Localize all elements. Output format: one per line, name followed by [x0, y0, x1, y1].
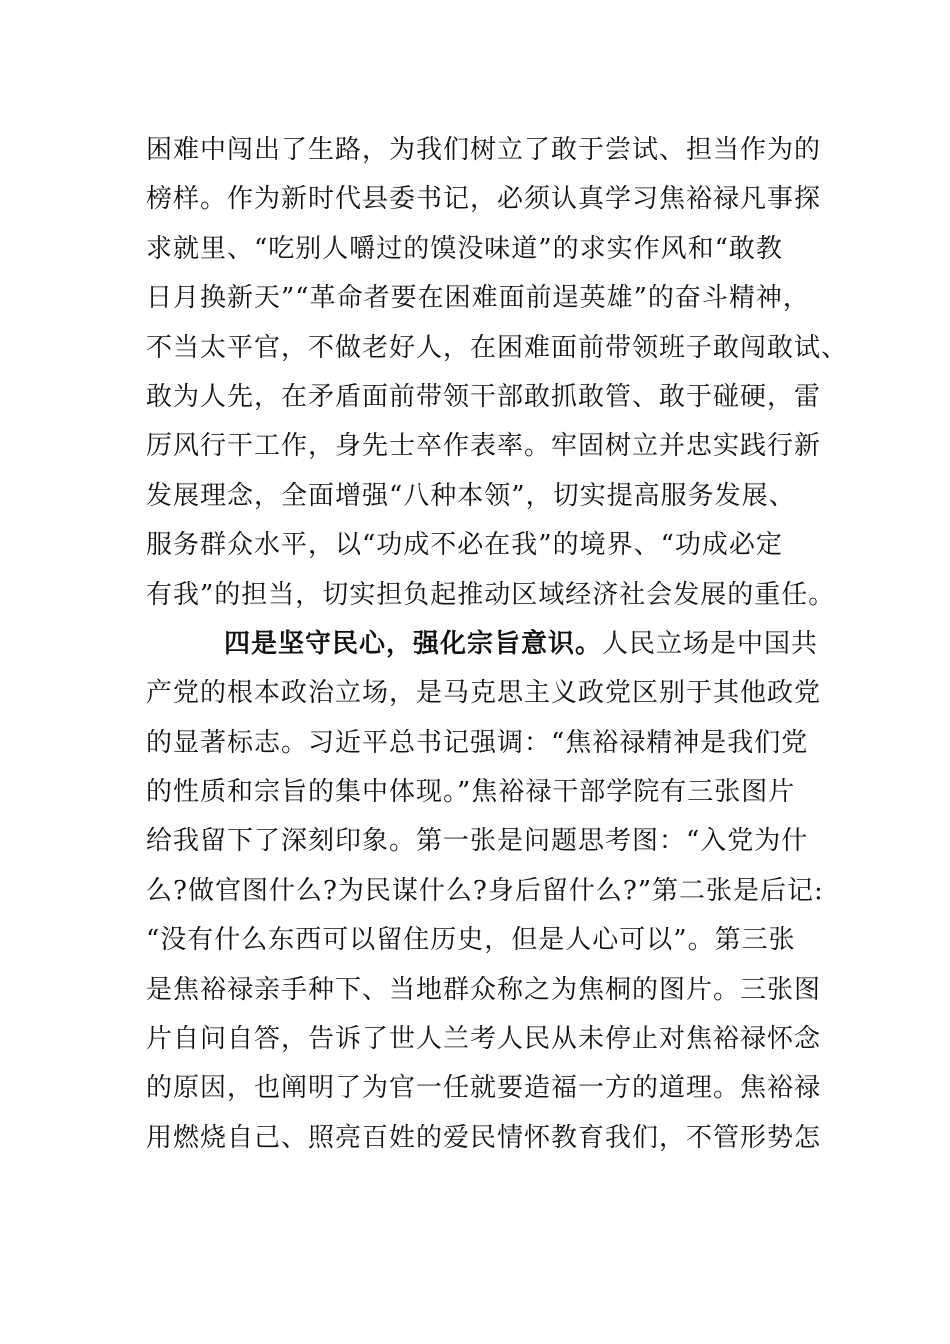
paragraph-2	[146, 620, 824, 1163]
text-line: 求就里、“吃别人嚼过的馍没味道”的求实作风和“敢教	[146, 233, 783, 264]
document-body	[146, 126, 849, 1163]
text-line: “没有什么东西可以留住历史，但是人心可以”。第三张	[146, 925, 796, 956]
text-line: 厉风行干工作，身先士卒作表率。牢固树立并忠实践行新	[146, 431, 822, 462]
text-line: 产党的根本政治立场，是马克思主义政党区别于其他政党	[146, 678, 822, 709]
section-heading: 四是坚守民心，强化宗旨意识。	[224, 628, 603, 659]
text-line: 片自问自答，告诉了世人兰考人民从未停止对焦裕禄怀念	[146, 1024, 822, 1055]
text-line: 服务群众水平，以“功成不必在我”的境界、“功成必定	[146, 530, 783, 561]
text-line: 敢为人先，在矛盾面前带领干部敢抓敢管、敢于碰硬，雷	[146, 381, 822, 412]
text-line: 不当太平官，不做老好人，在困难面前带领班子敢闯敢试、	[146, 332, 849, 363]
text-line: 么?做官图什么?为民谋什么?身后留什么?”第二张是后记:	[146, 875, 824, 906]
text-line: 的原因，也阐明了为官一任就要造福一方的道理。焦裕禄	[146, 1073, 822, 1104]
text-line: 发展理念，全面增强“八种本领”，切实提高服务发展、	[146, 480, 796, 511]
text-line: 有我”的担当，切实担负起推动区域经济社会发展的重任。	[146, 579, 836, 610]
text-line: 给我留下了深刻印象。第一张是问题思考图：“入党为什	[146, 826, 809, 857]
text-line: 用燃烧自己、照亮百姓的爱民情怀教育我们，不管形势怎	[146, 1122, 822, 1153]
text-line: 的显著标志。习近平总书记强调：“焦裕禄精神是我们党	[146, 727, 809, 758]
text-line: 困难中闯出了生路，为我们树立了敢于尝试、担当作为的	[146, 135, 822, 165]
text-line: 是焦裕禄亲手种下、当地群众称之为焦桐的图片。三张图	[146, 974, 822, 1005]
paragraph-1	[146, 126, 849, 620]
paragraph-first-line	[146, 620, 819, 669]
text-line: 榜样。作为新时代县委书记，必须认真学习焦裕禄凡事探	[146, 184, 822, 215]
text-line: 的性质和宗旨的集中体现。”焦裕禄干部学院有三张图片	[146, 777, 796, 808]
text-line: 日月换新天”“革命者要在困难面前逞英雄”的奋斗精神，	[146, 283, 810, 314]
heading-continuation: 人民立场是中国共	[602, 628, 819, 659]
